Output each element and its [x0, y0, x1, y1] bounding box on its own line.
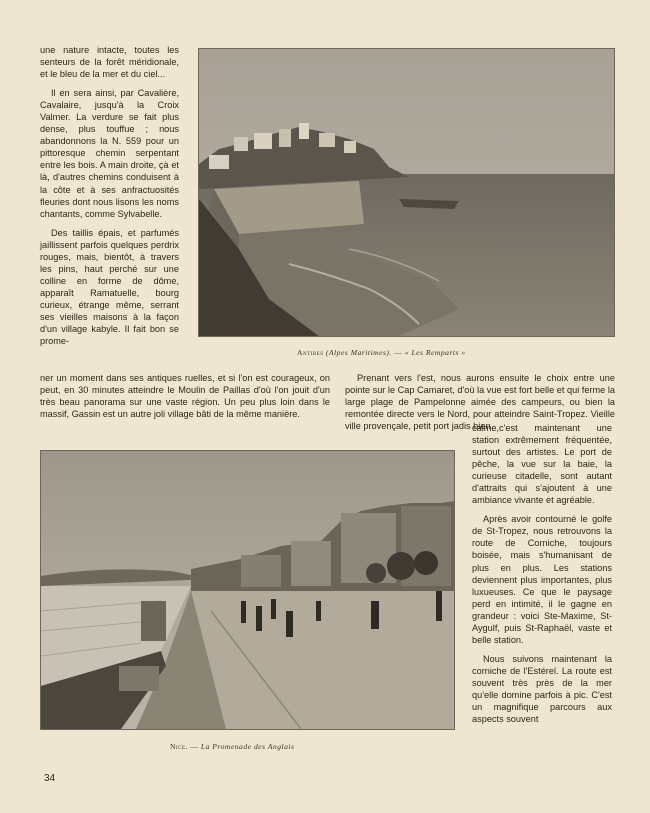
paragraph: Nous suivons maintenant la corniche de l'Estérel. La route est souvent très près de la mer qu'elle domine parfois à pic. C'est un magnifique parcours aux aspects souvent — [472, 653, 612, 725]
photo-nice-promenade — [40, 450, 455, 730]
paragraph: ner un moment dans ses antiques ruelles, et si l'on est courageux, on peut, en 30 minutes atteindre le Moulin de Paillas d'où l'on jouit d'un très beau panorama sur une vaste région. Un peu plus loin dans le massif, Gassin est un autre joli village bâti de la même manière. — [40, 373, 330, 420]
caption-place: Antibes — [297, 348, 324, 357]
photo-antibes-ramparts — [198, 48, 615, 337]
paragraph: Des taillis épais, et parfumés jaillissent parfois quelques perdrix rouges, mais, bientôt, à travers les pins, haut perché sur une colline en forme de dôme, apparaît Ramatuelle, bourg curieux, étrange même, serrant ses vieilles maisons à la façon d'un village kabyle. Il fait bon se prome- — [40, 227, 179, 347]
paragraph: Il en sera ainsi, par Cavalière, Cavalaire, jusqu'à la Croix Valmer. La verdure se fait plus dense, plus touffue ; nous abandonnons la N. 559 pour un pittoresque chemin serpentant entre les bois. A main droite, çà et là, d'autres chemins conduisent à la côte et à ses anfractuosités fleuries dont nous lisons les noms chantants, comme Sylvabelle. — [40, 88, 179, 219]
caption-region: (Alpes Maritimes). — [325, 348, 392, 357]
caption-title: « Les Remparts » — [404, 348, 466, 357]
caption-dash: — — [190, 742, 199, 751]
caption-dash: — — [394, 348, 403, 357]
paragraph: calme,c'est maintenant une station extrêmement fréquentée, surtout des artistes. Le port de pêche, la vue sur la baie, la curieuse citadelle, sont autant d'attraits qui s'ajoutent à une ambiance vivante et agréable. — [472, 423, 612, 506]
paragraph: Après avoir contourné le golfe de St-Tropez, nous retrouvons la route de Corniche, toujours boisée, mais s'humanisant de plus en plus. Les stations deviennent plus importantes, plus luxueuses. Ce que le paysage perd en intimité, il le gagne en grandeur : voici Ste-Maxime, St-Aygulf, puis St-Raphaël, vaste et belle station. — [472, 514, 612, 645]
caption-antibes — [297, 348, 466, 357]
paragraph: Prenant vers l'est, nous aurons ensuite le choix entre une pointe sur le Cap Camaret, d'où la vue est fort belle et qui ferme la large plage de Pampelonne aimée des campeurs, ou bien la remontée directe vers le Nord, pour atteindre Saint-Tropez. Vieille ville provençale, petit port jadis bien — [345, 373, 615, 432]
caption-title: La Promenade des Anglais — [200, 742, 295, 751]
paragraph: une nature intacte, toutes les senteurs de la forêt méridionale, et le bleu de la mer et du ciel... — [40, 45, 179, 80]
text-column-top-left — [40, 44, 179, 354]
text-column-bottom-right — [472, 422, 612, 732]
page-number: 34 — [44, 773, 56, 784]
caption-place: Nice. — [170, 742, 188, 751]
caption-nice — [170, 742, 294, 751]
